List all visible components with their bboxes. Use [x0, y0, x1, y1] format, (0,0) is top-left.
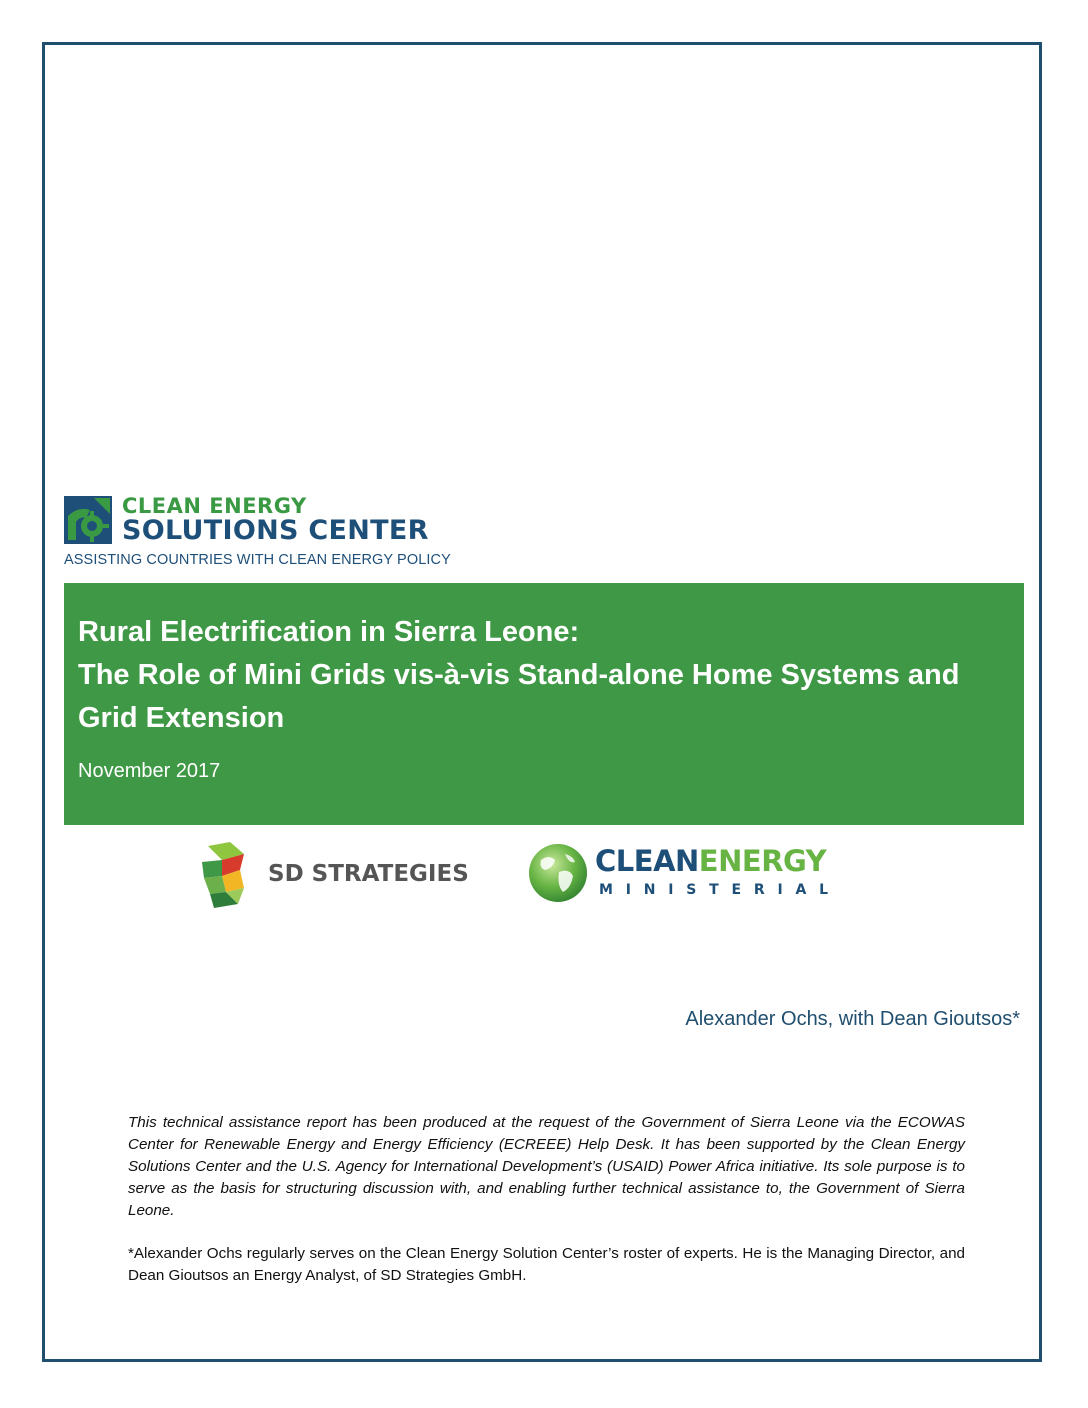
title-band [64, 583, 1024, 825]
title-line-3: Grid Extension [78, 702, 285, 734]
cem-title [595, 844, 826, 878]
logo-line-1: CLEAN ENERGY [122, 494, 307, 518]
sd-strategies-label: SD STRATEGIES [268, 861, 469, 887]
gear-leaf-logo-icon [64, 496, 112, 544]
title-line-1: Rural Electrification in Sierra Leone: [78, 616, 580, 648]
logo-tagline: ASSISTING COUNTRIES WITH CLEAN ENERGY POLICY [64, 552, 451, 568]
title-line-2: The Role of Mini Grids vis-à-vis Stand-alone Home Systems and [78, 659, 960, 691]
sd-strategies-mark-icon [200, 842, 260, 908]
report-date: November 2017 [78, 760, 221, 782]
author-footnote: *Alexander Ochs regularly serves on the Clean Energy Solution Center’s roster of experts. He is the Managing Director, and Dean Gioutsos an Energy Analyst, of SD Strategies GmbH. [128, 1245, 965, 1284]
authors-line: Alexander Ochs, with Dean Gioutsos* [685, 1008, 1020, 1030]
disclaimer-paragraph: This technical assistance report has been produced at the request of the Government of Sierra Leone via the ECOWAS Center for Renewable Energy and Energy Efficiency (ECREEE) Help Desk. It has been supported by the Clean Energy Solutions Center and the U.S. Agency for International Development’s (USAID) Power Africa initiative. Its sole purpose is to serve as the basis for structuring discussion with, and enabling further technical assistance to, the Government of Sierra Leone. [128, 1114, 965, 1219]
clean-energy-ministerial-logo [527, 840, 867, 906]
clean-energy-solutions-center-logo [64, 494, 484, 570]
cem-word-clean: CLEAN [595, 844, 699, 878]
cem-subtitle: MINISTERIAL [599, 882, 841, 898]
sd-strategies-logo [200, 842, 470, 908]
globe-icon [527, 842, 589, 904]
logo-line-2: SOLUTIONS CENTER [122, 515, 429, 546]
cem-word-energy: ENERGY [698, 844, 827, 878]
